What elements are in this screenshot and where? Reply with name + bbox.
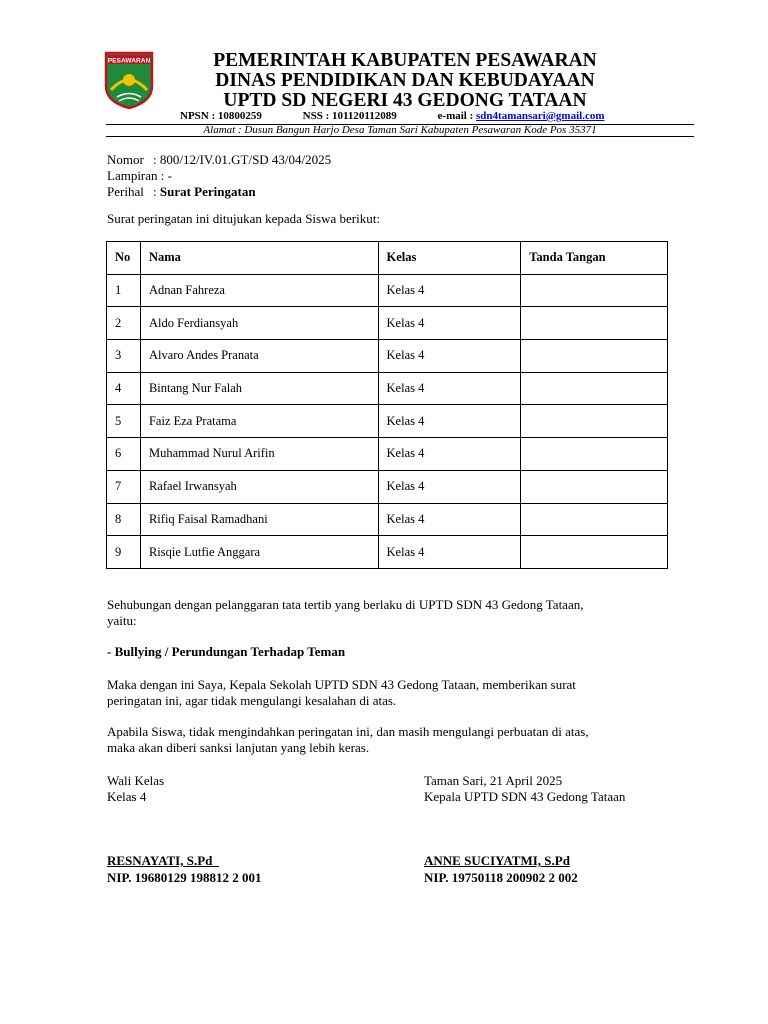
perihal-line	[107, 184, 256, 200]
cell-kelas: Kelas 4	[378, 470, 521, 503]
cell-no: 7	[107, 470, 141, 503]
table-row	[107, 503, 668, 536]
cell-tanda-tangan	[521, 438, 668, 471]
paragraph-2-line-2: peringatan ini, agar tidak mengulangi kesalahan di atas.	[107, 693, 397, 708]
cell-nama: Rafael Irwansyah	[140, 470, 378, 503]
right-signature-name: ANNE SUCIYATMI, S.Pd	[424, 853, 570, 868]
table-row	[107, 438, 668, 471]
cell-kelas: Kelas 4	[378, 340, 521, 373]
cell-tanda-tangan	[521, 503, 668, 536]
left-signature-nip: NIP. 19680129 198812 2 001	[107, 870, 262, 885]
header-line-3: UPTD SD NEGERI 43 GEDONG TATAAN	[223, 90, 587, 111]
table-body	[107, 274, 668, 568]
nomor-label: Nomor	[107, 152, 144, 167]
cell-no: 2	[107, 307, 141, 340]
header-line-1: PEMERINTAH KABUPATEN PESAWARAN	[213, 50, 597, 71]
table-row	[107, 405, 668, 438]
cell-nama: Alvaro Andes Pranata	[140, 340, 378, 373]
cell-nama: Aldo Ferdiansyah	[140, 307, 378, 340]
lampiran-line	[107, 168, 172, 184]
cell-no: 3	[107, 340, 141, 373]
violation-text: - Bullying / Perundungan Terhadap Teman	[107, 644, 346, 659]
left-signature-subtitle: Kelas 4	[107, 789, 147, 804]
table-row	[107, 340, 668, 373]
header-rule-bottom	[106, 136, 694, 137]
paragraph-1-line-1: Sehubungan dengan pelanggaran tata tertib yang berlaku di UPTD SDN 43 Gedong Tataan,	[107, 597, 584, 612]
nss: NSS : 101120112089	[302, 110, 397, 122]
cell-tanda-tangan	[521, 274, 668, 307]
cell-nama: Faiz Eza Pratama	[140, 405, 378, 438]
cell-kelas: Kelas 4	[378, 438, 521, 471]
table-row	[107, 536, 668, 569]
paragraph-3-line-1: Apabila Siswa, tidak mengindahkan peringatan ini, dan masih mengulangi perbuatan di atas,	[107, 724, 589, 739]
cell-kelas: Kelas 4	[378, 307, 521, 340]
left-signature-title: Wali Kelas	[107, 773, 165, 788]
header-no: No	[107, 242, 141, 275]
right-place-date: Taman Sari, 21 April 2025	[424, 773, 563, 788]
cell-no: 8	[107, 503, 141, 536]
cell-no: 6	[107, 438, 141, 471]
cell-nama: Adnan Fahreza	[140, 274, 378, 307]
cell-tanda-tangan	[521, 307, 668, 340]
intro-text: Surat peringatan ini ditujukan kepada Siswa berikut:	[107, 211, 380, 226]
cell-no: 4	[107, 372, 141, 405]
header-tanda-tangan: Tanda Tangan	[521, 242, 668, 275]
right-signature-title: Kepala UPTD SDN 43 Gedong Tataan	[424, 789, 626, 804]
header-kelas: Kelas	[378, 242, 521, 275]
paragraph-2-line-1: Maka dengan ini Saya, Kepala Sekolah UPTD SDN 43 Gedong Tataan, memberikan surat	[107, 677, 576, 692]
paragraph-1-line-2: yaitu:	[107, 613, 137, 628]
right-signature-nip: NIP. 19750118 200902 2 002	[424, 870, 578, 885]
perihal-label: Perihal	[107, 184, 144, 199]
header-address: Alamat : Dusun Bangun Harjo Desa Taman Sari Kabupaten Pesawaran Kode Pos 35371	[203, 124, 597, 136]
header-line-2: DINAS PENDIDIKAN DAN KEBUDAYAAN	[215, 70, 595, 91]
table-row	[107, 307, 668, 340]
npsn: NPSN : 10800259	[180, 110, 262, 122]
cell-kelas: Kelas 4	[378, 405, 521, 438]
nomor-line	[107, 152, 331, 168]
paragraph-3-line-2: maka akan diberi sanksi lanjutan yang lebih keras.	[107, 740, 370, 755]
email-link[interactable]: sdn4tamansari@gmail.com	[476, 110, 605, 122]
logo-text: PESAWARAN	[107, 57, 151, 65]
nomor-value: : 800/12/IV.01.GT/SD 43/04/2025	[153, 152, 332, 167]
cell-tanda-tangan	[521, 372, 668, 405]
left-signature-name: RESNAYATI, S.Pd	[107, 853, 219, 868]
cell-kelas: Kelas 4	[378, 372, 521, 405]
table-row	[107, 274, 668, 307]
cell-no: 5	[107, 405, 141, 438]
cell-kelas: Kelas 4	[378, 536, 521, 569]
cell-nama: Risqie Lutfie Anggara	[140, 536, 378, 569]
email-label: e-mail :	[437, 110, 474, 122]
table-row	[107, 372, 668, 405]
perihal-value: Surat Peringatan	[159, 184, 256, 199]
cell-tanda-tangan	[521, 536, 668, 569]
cell-kelas: Kelas 4	[378, 503, 521, 536]
cell-no: 9	[107, 536, 141, 569]
table-header-row	[107, 242, 668, 275]
cell-kelas: Kelas 4	[378, 274, 521, 307]
cell-tanda-tangan	[521, 405, 668, 438]
lampiran-label: Lampiran	[107, 168, 158, 183]
table-row	[107, 470, 668, 503]
cell-nama: Muhammad Nurul Arifin	[140, 438, 378, 471]
lampiran-value: : -	[160, 168, 172, 183]
header-nama: Nama	[140, 242, 378, 275]
perihal-sep: :	[153, 184, 157, 199]
student-table	[106, 241, 668, 569]
cell-nama: Rifiq Faisal Ramadhani	[140, 503, 378, 536]
cell-no: 1	[107, 274, 141, 307]
cell-tanda-tangan	[521, 470, 668, 503]
cell-nama: Bintang Nur Falah	[140, 372, 378, 405]
cell-tanda-tangan	[521, 340, 668, 373]
header-identifiers	[180, 110, 605, 122]
